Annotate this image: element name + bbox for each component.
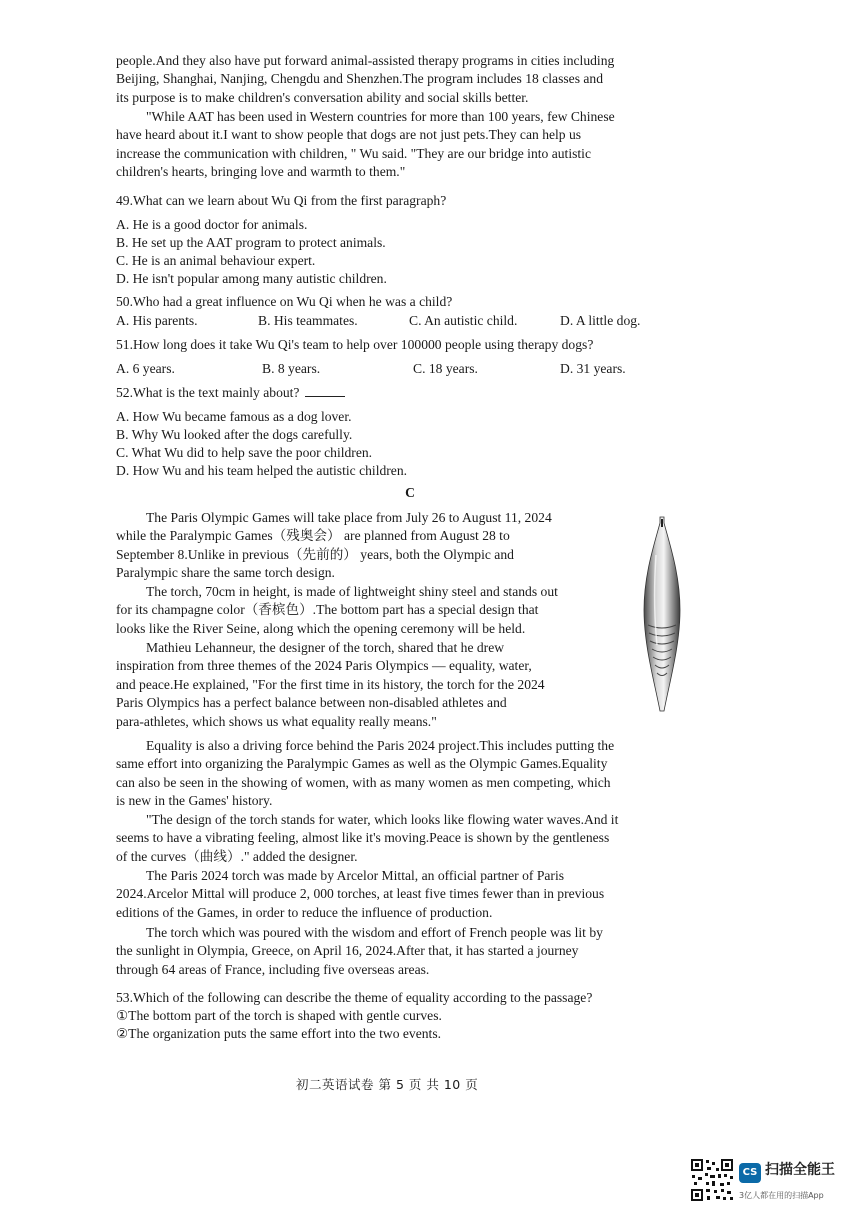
q49-option-c[interactable]: C. He is an animal behaviour expert. — [116, 253, 316, 268]
text-line: looks like the River Seine, along which the opening ceremony will be held. — [116, 620, 526, 636]
q52-option-c[interactable]: C. What Wu did to help save the poor children. — [116, 445, 373, 460]
passage-b-paragraph-1 — [116, 52, 706, 107]
text-line: Mathieu Lehanneur, the designer of the torch, shared that he drew — [146, 640, 505, 655]
text-line: same effort into organizing the Paralympic Games as well as the Olympic Games.Equality — [116, 756, 608, 772]
text-line: "While AAT has been used in Western countries for more than 100 years, few Chinese — [146, 109, 615, 124]
text-line: Equality is also a driving force behind the Paris 2024 project.This includes putting the — [146, 738, 615, 753]
qr-code-icon — [690, 1158, 734, 1202]
text-line: September 8.Unlike in previous（先前的） years, both the Olympic and — [116, 546, 514, 562]
text-line: through 64 areas of France, including five overseas areas. — [116, 961, 430, 977]
passage-c-paragraph-4 — [116, 737, 706, 811]
text-line: increase the communication with children, " Wu said. "They are our bridge into autistic — [116, 145, 591, 161]
q49-option-a[interactable]: A. He is a good doctor for animals. — [116, 217, 308, 232]
answer-blank[interactable] — [305, 384, 345, 397]
text-line: The Paris Olympic Games will take place from July 26 to August 11, 2024 — [146, 510, 552, 525]
passage-b-paragraph-2 — [116, 108, 706, 182]
q49-option-d[interactable]: D. He isn't popular among many autistic children. — [116, 271, 387, 286]
q51-option-d[interactable]: D. 31 years. — [560, 361, 626, 376]
section-c-heading: C — [405, 485, 415, 500]
text-line: for its champagne color（香槟色）.The bottom part has a special design that — [116, 602, 539, 618]
text-line: para-athletes, which shows us what equality really means." — [116, 713, 437, 729]
q53-statement-2: ②The organization puts the same effort into the two events. — [116, 1026, 442, 1041]
text-line: can also be seen in the showing of women, with as many women as men competing, which — [116, 774, 611, 790]
text-line: The torch, 70cm in height, is made of lightweight shiny steel and stands out — [146, 584, 558, 599]
passage-c-paragraph-6 — [116, 867, 706, 922]
text-line: of the curves（曲线）." added the designer. — [116, 848, 358, 864]
text-line: The torch which was poured with the wisdom and effort of French people was lit by — [146, 925, 603, 940]
text-line: seems to have a vibrating feeling, almost like it's moving.Peace is shown by the gentleness — [116, 830, 610, 846]
text-line: the sunlight in Olympia, Greece, on April 16, 2024.After that, it has started a journey — [116, 943, 579, 959]
passage-c-paragraph-5 — [116, 811, 706, 866]
text-line: "The design of the torch stands for water, which looks like flowing water waves.And it — [146, 812, 619, 827]
text-line: editions of the Games, in order to reduce the influence of production. — [116, 904, 493, 920]
torch-image-icon — [640, 515, 684, 715]
question-52 — [116, 384, 345, 402]
q49-option-b[interactable]: B. He set up the AAT program to protect animals. — [116, 235, 386, 250]
text-line: and peace.He explained, "For the first time in its history, the torch for the 2024 — [116, 676, 545, 692]
text-line: have heard about it.I want to show people that dogs are not just pets.They can help us — [116, 127, 582, 143]
q50-options — [116, 312, 696, 330]
q52-option-a[interactable]: A. How Wu became famous as a dog lover. — [116, 409, 352, 424]
q50-option-b[interactable]: B. His teammates. — [258, 313, 358, 328]
question-52-text: 52.What is the text mainly about? — [116, 385, 300, 400]
camscanner-logo: CS — [739, 1163, 761, 1183]
text-line: Paralympic share the same torch design. — [116, 565, 335, 581]
q50-option-d[interactable]: D. A little dog. — [560, 313, 641, 328]
camscanner-name: 扫描全能王 — [765, 1162, 835, 1178]
question-49: 49.What can we learn about Wu Qi from the first paragraph? — [116, 193, 447, 208]
passage-c-paragraph-7 — [116, 924, 706, 979]
q51-option-a[interactable]: A. 6 years. — [116, 361, 175, 376]
q51-options — [116, 360, 696, 378]
question-50: 50.Who had a great influence on Wu Qi when he was a child? — [116, 294, 453, 309]
q51-option-b[interactable]: B. 8 years. — [262, 361, 321, 376]
q51-option-c[interactable]: C. 18 years. — [413, 361, 478, 376]
text-line: Paris Olympics has a perfect balance between non-disabled athletes and — [116, 695, 507, 711]
question-51: 51.How long does it take Wu Qi's team to help over 100000 people using therapy dogs? — [116, 337, 594, 352]
text-line: Beijing, Shanghai, Nanjing, Chengdu and Shenzhen.The program includes 18 classes and — [116, 71, 604, 87]
page-footer: 初二英语试卷 第 5 页 共 10 页 — [296, 1077, 479, 1092]
text-line: its purpose is to make children's conversation ability and social skills better. — [116, 89, 529, 105]
text-line: The Paris 2024 torch was made by Arcelor Mittal, an official partner of Paris — [146, 868, 565, 883]
camscanner-tagline: 3亿人都在用的扫描App — [739, 1191, 824, 1200]
text-line: while the Paralympic Games（残奥会） are planned from August 28 to — [116, 528, 510, 544]
passage-c-paragraph-1 — [116, 509, 636, 583]
q53-statement-1: ①The bottom part of the torch is shaped with gentle curves. — [116, 1008, 442, 1023]
passage-c-paragraph-2 — [116, 583, 636, 638]
q50-option-a[interactable]: A. His parents. — [116, 313, 198, 328]
q50-option-c[interactable]: C. An autistic child. — [409, 313, 518, 328]
q52-option-b[interactable]: B. Why Wu looked after the dogs carefully. — [116, 427, 353, 442]
text-line: inspiration from three themes of the 2024 Paris Olympics — equality, water, — [116, 658, 532, 674]
text-line: people.And they also have put forward animal-assisted therapy programs in cities including — [116, 53, 615, 68]
question-53: 53.Which of the following can describe the theme of equality according to the passage? — [116, 990, 593, 1005]
text-line: 2024.Arcelor Mittal will produce 2, 000 torches, at least five times fewer than in previous — [116, 886, 605, 902]
q52-option-d[interactable]: D. How Wu and his team helped the autistic children. — [116, 463, 408, 478]
passage-c-paragraph-3 — [116, 639, 636, 731]
text-line: children's hearts, bringing love and warmth to them." — [116, 164, 406, 180]
text-line: is new in the Games' history. — [116, 793, 273, 809]
